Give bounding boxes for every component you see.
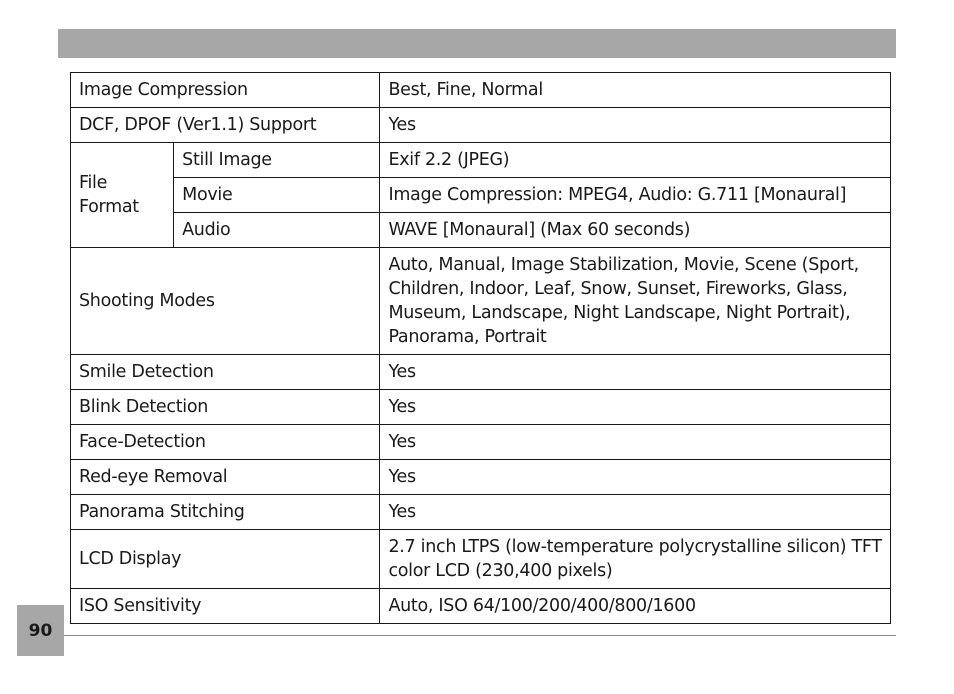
- spec-label: Face-Detection: [71, 425, 380, 460]
- table-row: [71, 530, 891, 589]
- spec-label: Image Compression: [71, 73, 380, 108]
- spec-label: File Format: [71, 143, 174, 248]
- header-bar: [58, 29, 896, 58]
- spec-label: Blink Detection: [71, 390, 380, 425]
- table-row: [71, 425, 891, 460]
- table-row: [71, 495, 891, 530]
- spec-label: Smile Detection: [71, 355, 380, 390]
- spec-sublabel: Still Image: [174, 143, 380, 178]
- spec-value: Auto, ISO 64/100/200/400/800/1600: [380, 589, 891, 624]
- spec-value: Yes: [380, 495, 891, 530]
- spec-value: Yes: [380, 425, 891, 460]
- spec-value: Image Compression: MPEG4, Audio: G.711 [Monaural]: [380, 178, 891, 213]
- spec-label: LCD Display: [71, 530, 380, 589]
- spec-value: Best, Fine, Normal: [380, 73, 891, 108]
- spec-label: Shooting Modes: [71, 248, 380, 355]
- spec-value: Auto, Manual, Image Stabilization, Movie, Scene (Sport, Children, Indoor, Leaf, Snow, Sunset, Fireworks, Glass, Museum, Landscape, Night Landscape, Night Portrait), Panorama, Portrait: [380, 248, 891, 355]
- table-row: [71, 355, 891, 390]
- table-row: [71, 73, 891, 108]
- specifications-table: [70, 72, 891, 624]
- spec-value: Yes: [380, 108, 891, 143]
- spec-label: Red-eye Removal: [71, 460, 380, 495]
- spec-value: Yes: [380, 390, 891, 425]
- table-row: [71, 108, 891, 143]
- spec-value: Yes: [380, 460, 891, 495]
- spec-label: ISO Sensitivity: [71, 589, 380, 624]
- page-number: 90: [17, 605, 64, 656]
- spec-value: 2.7 inch LTPS (low-temperature polycrystalline silicon) TFT color LCD (230,400 pixels): [380, 530, 891, 589]
- table-row: [71, 460, 891, 495]
- table-row: [71, 213, 891, 248]
- table-row: [71, 143, 891, 178]
- spec-value: Exif 2.2 (JPEG): [380, 143, 891, 178]
- table-row: [71, 178, 891, 213]
- spec-label: Panorama Stitching: [71, 495, 380, 530]
- spec-label: DCF, DPOF (Ver1.1) Support: [71, 108, 380, 143]
- footer-divider: [64, 635, 896, 636]
- spec-sublabel: Audio: [174, 213, 380, 248]
- spec-sublabel: Movie: [174, 178, 380, 213]
- table-row: [71, 589, 891, 624]
- spec-value: Yes: [380, 355, 891, 390]
- spec-value: WAVE [Monaural] (Max 60 seconds): [380, 213, 891, 248]
- table-row: [71, 390, 891, 425]
- table-row: [71, 248, 891, 355]
